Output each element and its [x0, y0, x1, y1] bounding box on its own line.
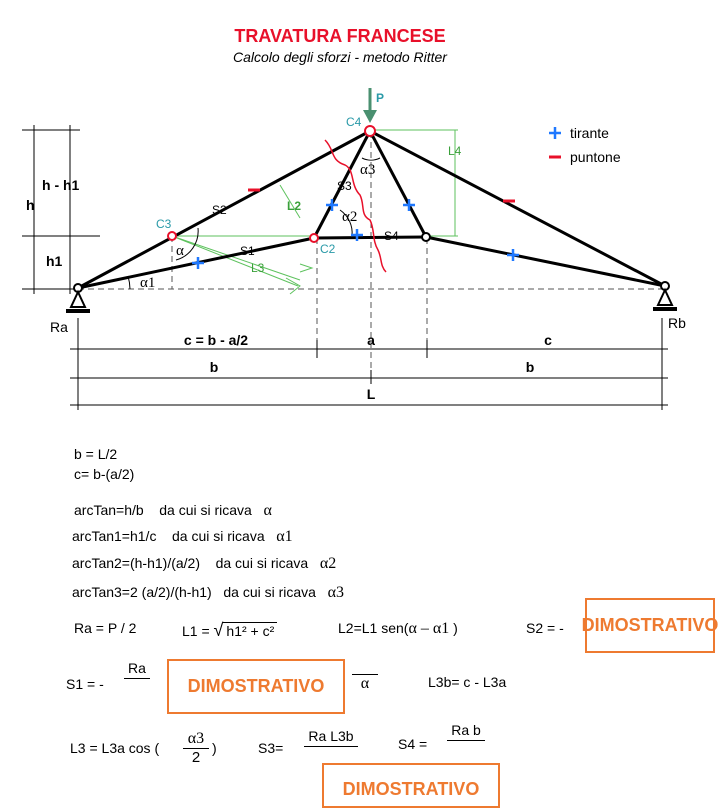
label-s4: S4: [384, 229, 399, 243]
formula-c: c= b-(a/2): [74, 466, 135, 482]
formula-arctan3-expr: arcTan3=2 (a/2)/(h-h1): [72, 584, 212, 600]
label-s1: S1: [240, 244, 255, 258]
formula-arctan1-sym: α1: [276, 528, 293, 545]
dim-a: a: [367, 332, 375, 348]
formula-l3-rhs: ): [212, 740, 217, 756]
demo-box-s2: DIMOSTRATIVO: [585, 598, 715, 653]
formula-arctan: [74, 502, 272, 520]
formula-arctan2-expr: arcTan2=(h-h1)/(a/2): [72, 555, 201, 571]
formula-arctan2-sym: α2: [319, 555, 337, 572]
formula-l2-mid: α – α1: [408, 620, 450, 637]
formula-s1-fraction: [118, 660, 156, 679]
dim-h-minus-h1: h - h1: [42, 177, 80, 193]
support-right-icon: [653, 290, 677, 309]
dim-b-right: b: [525, 359, 535, 375]
formula-arctan2-note: da cui si ricava: [215, 555, 309, 571]
label-l3: L3: [251, 261, 265, 275]
formula-b: b = L/2: [74, 446, 118, 462]
label-c3: C3: [156, 217, 172, 231]
formula-l1-lhs: L1 =: [182, 623, 210, 639]
formula-arctan3-note: da cui si ricava: [223, 584, 316, 600]
formula-arctan-note: da cui si ricava: [159, 502, 252, 518]
formula-s1-denominator: [352, 674, 378, 693]
formula-arctan1-expr: arcTan1=h1/c: [72, 528, 157, 544]
formula-s4-num: Ra b: [447, 722, 485, 741]
label-ra: Ra: [50, 319, 68, 335]
formula-l2-lhs: L2=L1 sen(: [338, 620, 409, 636]
label-load: P: [376, 91, 385, 105]
formula-s1-den: α: [360, 675, 370, 692]
legend-strut-label: puntone: [570, 149, 621, 165]
node-c4: [365, 126, 375, 136]
demo-box-s3: DIMOSTRATIVO: [322, 763, 500, 808]
label-s3: S3: [337, 179, 352, 193]
node-c2: [310, 234, 318, 242]
formula-s4-lhs: S4 =: [398, 736, 428, 752]
formula-l3-fraction: [183, 730, 209, 766]
formula-l3-den: 2: [191, 749, 201, 766]
formula-l1-radicand: h1² + c²: [223, 622, 277, 639]
formula-s4-fraction: [438, 722, 494, 741]
load-arrow: [363, 88, 377, 123]
formula-arctan-sym: α: [263, 502, 272, 519]
label-rb: Rb: [668, 315, 686, 331]
formula-l3-lhs: L3 = L3a cos (: [70, 740, 160, 756]
formula-arctan1: [72, 528, 293, 546]
demo-box-s1: DIMOSTRATIVO: [167, 659, 345, 714]
dim-c-eq: c = b - a/2: [183, 332, 249, 348]
formula-s3-lhs: S3=: [258, 740, 284, 756]
label-l2: L2: [287, 199, 302, 213]
formula-l3-num: α3: [183, 730, 209, 749]
label-c2: C2: [320, 242, 336, 256]
formula-ra: Ra = P / 2: [74, 620, 137, 636]
formula-arctan3-sym: α3: [327, 584, 345, 601]
title: TRAVATURA FRANCESE: [234, 26, 446, 46]
legend-markers: [549, 127, 561, 157]
node-right-lower: [422, 233, 430, 241]
label-s2: S2: [212, 203, 227, 217]
support-left-icon: [66, 292, 90, 311]
angle-alpha1: α1: [140, 275, 156, 291]
angle-alpha3: α3: [360, 162, 376, 178]
formula-l2-rhs: ): [453, 620, 458, 636]
formula-s2: S2 = -: [526, 620, 564, 636]
angle-alpha: α: [176, 243, 184, 259]
label-l4: L4: [448, 144, 462, 158]
formula-s1-num: Ra: [124, 660, 150, 679]
legend-tie-label: tirante: [570, 125, 609, 141]
dim-l: L: [366, 386, 376, 402]
formula-s3-num: Ra L3b: [304, 728, 357, 747]
formula-l3b: L3b= c - L3a: [428, 674, 507, 690]
dim-h: h: [26, 197, 35, 213]
dim-h1: h1: [46, 253, 63, 269]
formula-arctan3: [72, 584, 344, 602]
dim-b-left: b: [209, 359, 219, 375]
sqrt-icon: √: [213, 620, 224, 640]
dim-c: c: [544, 332, 552, 348]
formula-s3-fraction: [294, 728, 368, 747]
formula-l1: [182, 620, 277, 641]
formula-s1-lhs: S1 = -: [66, 676, 104, 692]
formula-arctan2: [72, 555, 336, 573]
angle-alpha2: α2: [342, 209, 358, 225]
subtitle: Calcolo degli sforzi - metodo Ritter: [233, 49, 447, 65]
node-c3: [168, 232, 176, 240]
formula-arctan1-note: da cui si ricava: [172, 528, 265, 544]
formula-arctan-expr: arcTan=h/b: [74, 502, 144, 518]
formula-l2: [338, 620, 458, 638]
label-c4: C4: [346, 115, 362, 129]
